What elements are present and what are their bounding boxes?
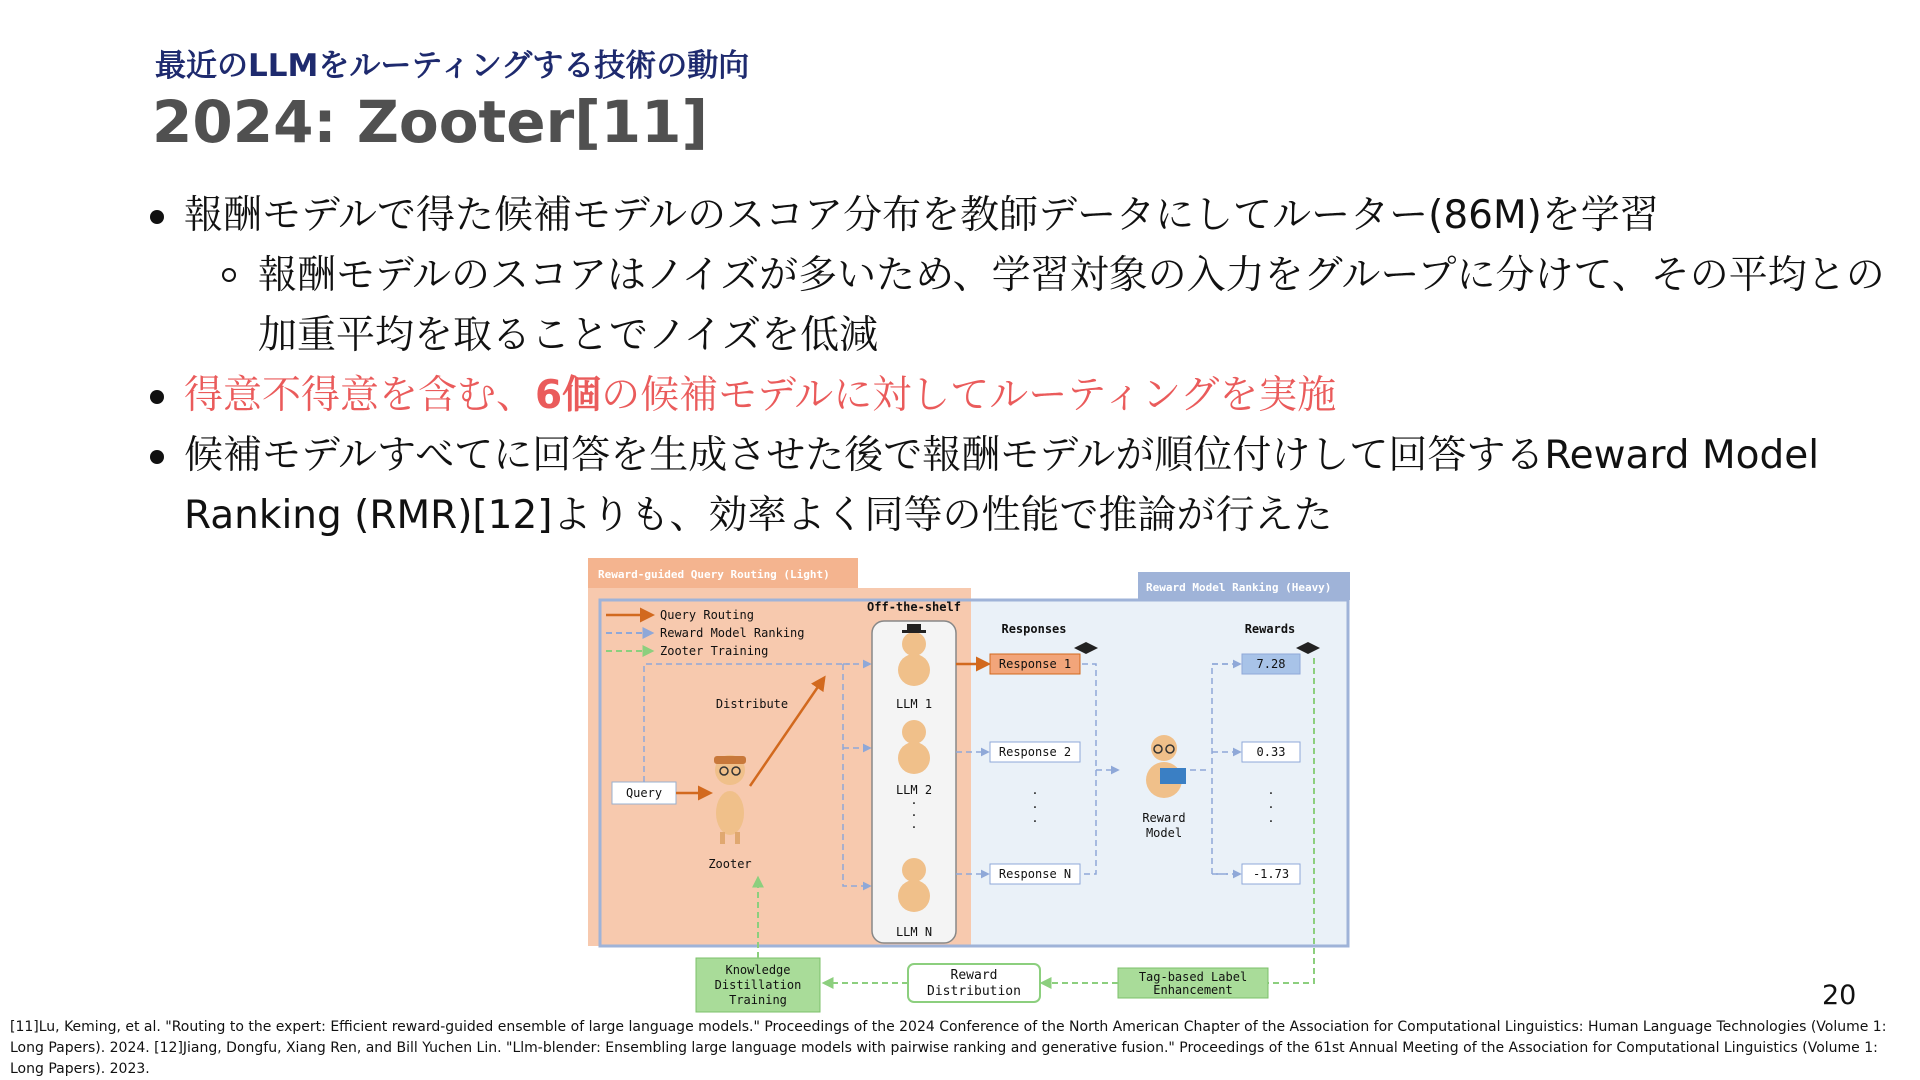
reward-1-value: 7.28 — [1256, 657, 1286, 671]
off-the-shelf-label: Off-the-shelf — [867, 600, 961, 614]
tag-enhancement-label-2: Enhancement — [1153, 983, 1233, 997]
bullet-list — [150, 186, 1890, 546]
references: [11]Lu, Keming, et al. "Routing to the expert: Efficient reward-guided ensemble of large language models." Proceedings of the 2024 Conference of the North American Chapter of the Association for Computational Linguistics: Human Language Technologies (Volume 1: Long Papers). 2024. [12]Jiang, Dongfu, Xiang Ren, and Bill Yuchen Lin. "Llm-blender: Ensembling large language models with pairwise ranking and generative fusion." Proceedings of the 61st Annual Meeting of the Association for Computational Linguistics (Volume 1: Long Papers). 2023. — [10, 1019, 1887, 1077]
slide-title: 2024: Zooter[11] — [152, 88, 708, 156]
svg-text:·: · — [1268, 786, 1274, 802]
bullet-text-pre: 得意不得意を含む、 — [184, 373, 536, 418]
kd-label-2: Distillation — [714, 978, 802, 992]
bullet-item — [150, 186, 1890, 246]
tag-enhancement-label-1: Tag-based Label — [1138, 970, 1248, 984]
rewards-label: Rewards — [1244, 622, 1296, 636]
response-2-label: Response 2 — [998, 745, 1072, 759]
reward-n-value: -1.73 — [1252, 867, 1290, 881]
bullet-text-post: の候補モデルに対してルーティングを実施 — [601, 373, 1337, 418]
svg-text:·: · — [1032, 814, 1038, 830]
legend-zooter-training: Zooter Training — [660, 644, 769, 658]
kd-label-3: Training — [729, 993, 787, 1007]
llm-1-label: LLM 1 — [895, 697, 933, 711]
legend-query-routing: Query Routing — [660, 608, 754, 622]
sub-bullet-item — [224, 246, 1890, 366]
light-label: Reward-guided Query Routing (Light) — [598, 568, 830, 581]
response-1-label: Response 1 — [998, 657, 1072, 671]
sub-bullet-text: 報酬モデルのスコアはノイズが多いため、学習対象の入力をグループに分けて、その平均との加重平均を取ることでノイズを低減 — [258, 253, 1885, 358]
svg-text:·: · — [1032, 786, 1038, 802]
legend-reward-model-ranking: Reward Model Ranking — [660, 626, 805, 640]
llm-2-icon — [898, 720, 930, 774]
bullet-item-highlight — [150, 366, 1890, 426]
reward-distribution-label-1: Reward — [950, 968, 998, 983]
llm-ellipsis: · — [911, 796, 917, 812]
response-n-label: Response N — [998, 867, 1072, 881]
kd-label-1: Knowledge — [725, 963, 791, 977]
query-label: Query — [625, 786, 663, 800]
zooter-diagram — [588, 558, 1350, 1016]
llm-n-icon — [898, 858, 930, 912]
slide-subtitle: 最近のLLMをルーティングする技術の動向 — [155, 48, 750, 84]
reward-model-label-1: Reward — [1142, 811, 1186, 825]
bullet-text-bold: 6個 — [535, 373, 602, 418]
llm-2-label: LLM 2 — [895, 783, 933, 797]
bullet-text: 候補モデルすべてに回答を生成させた後で報酬モデルが順位付けして回答するReward Model Ranking (RMR)[12]よりも、効率よく同等の性能で推論が行えた — [184, 433, 1820, 538]
llm-n-label: LLM N — [895, 925, 933, 939]
distribute-label: Distribute — [715, 697, 789, 711]
llm-ellipsis: · — [911, 808, 917, 824]
bullet-text: 報酬モデルで得た候補モデルのスコア分布を教師データにしてルーター(86M)を学習 — [184, 193, 1659, 238]
heavy-label: Reward Model Ranking (Heavy) — [1146, 581, 1332, 594]
reward-model-label-2: Model — [1145, 826, 1183, 840]
responses-label: Responses — [1001, 622, 1067, 636]
page-number: 20 — [1822, 980, 1857, 1011]
llm-ellipsis: · — [911, 820, 917, 836]
zooter-label: Zooter — [708, 857, 752, 871]
svg-text:·: · — [1268, 814, 1274, 830]
bullet-item — [150, 426, 1890, 546]
svg-text:·: · — [1268, 800, 1274, 816]
svg-text:·: · — [1032, 800, 1038, 816]
reward-distribution-label-2: Distribution — [927, 984, 1021, 999]
reward-2-value: 0.33 — [1256, 745, 1286, 759]
